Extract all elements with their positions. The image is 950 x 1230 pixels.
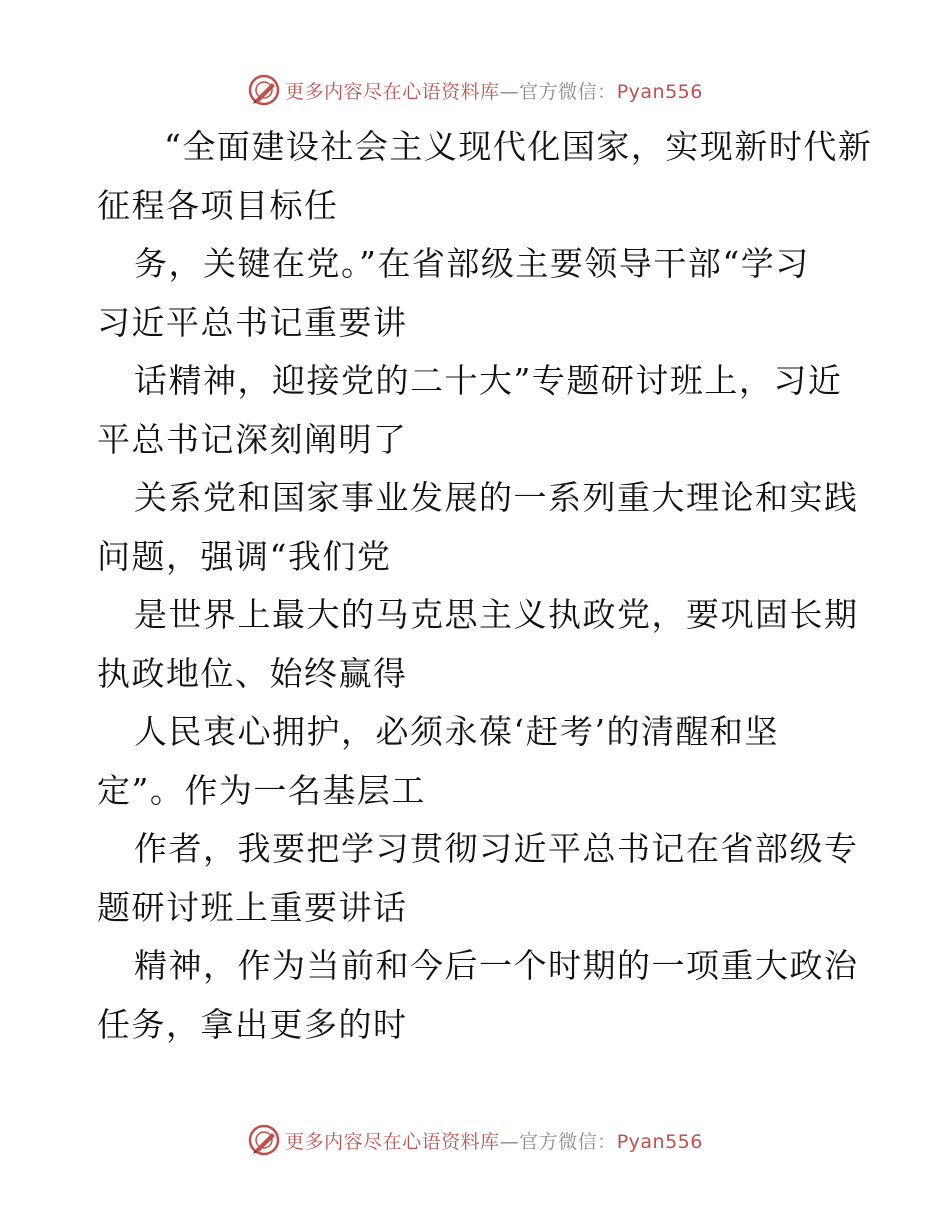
footer-banner-text [285,1127,703,1154]
paragraph-line: 精神，作为当前和今后一个时期的一项重大政治 [134,946,859,985]
paragraph-line: 平总书记深刻阐明了 [97,419,408,459]
paragraph-line: 执政地位、始终赢得 [97,653,408,693]
pen-logo-icon [247,1123,281,1157]
paragraph-line: 问题，强调“我们党 [97,536,392,576]
paragraph-line: 人民衷心拥护，必须永葆‘赶考’的清醒和坚 [134,712,779,751]
paragraph-line: 题研讨班上重要讲话 [97,887,408,927]
paragraph-line: 任务，拿出更多的时 [97,1004,408,1044]
paragraph-line: 习近平总书记重要讲 [97,302,408,342]
paragraph-line: 征程各项目标任 [97,185,339,225]
header-account: Pyan556 [616,80,703,103]
footer-brand: 更多内容尽在心语资料库 [285,1130,500,1153]
header-brand: 更多内容尽在心语资料库 [285,80,500,103]
footer-separator: —官方微信： [499,1130,617,1153]
pen-logo-icon [247,73,281,107]
paragraph-line: 作者，我要把学习贯彻习近平总书记在省部级专 [134,829,859,868]
paragraph-line: “全面建设社会主义现代化国家，实现新时代新 [164,127,873,166]
header-banner-text [285,77,703,104]
header-banner [0,70,950,110]
footer-account: Pyan556 [616,1130,703,1153]
paragraph-line: 务，关键在党。”在省部级主要领导干部“学习 [134,244,810,283]
paragraph-line: 定”。作为一名基层工 [97,770,426,810]
paragraph-line: 关系党和国家事业发展的一系列重大理论和实践 [134,478,859,517]
paragraph-line: 话精神，迎接党的二十大”专题研讨班上，习近 [134,361,843,400]
header-separator: —官方微信： [499,80,617,103]
footer-banner [0,1120,950,1160]
paragraph-line: 是世界上最大的马克思主义执政党，要巩固长期 [134,595,859,634]
document-body [97,118,873,1054]
